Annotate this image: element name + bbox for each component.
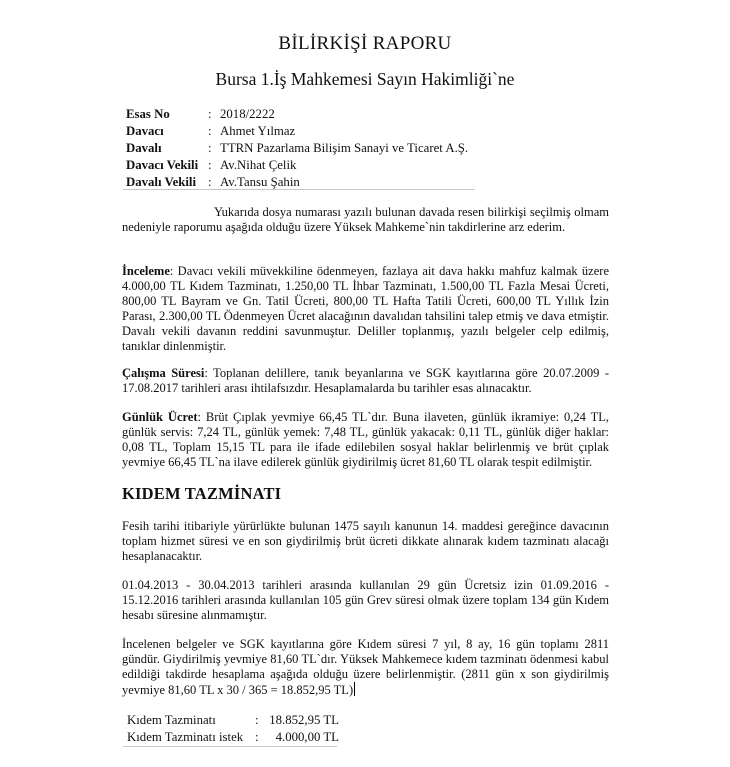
party-separator: : [208, 141, 212, 155]
kidem-paragraph-3-text: İncelenen belgeler ve SGK kayıtlarına göre Kıdem süresi 7 yıl, 8 ay, 16 gün toplamı 2811 gündür. Giydirilmiş yevmiye 81,60 TL`dır. Yüksek Mahkemece kıdem tazminatı ödenmesi kabul edildiği takdirde hesaplama aşağıda olduğu üzere belirlenmiştir. [122, 637, 609, 681]
summary-row-istek [123, 729, 339, 746]
party-row-esas-no [123, 106, 468, 123]
party-value: Av.Nihat Çelik [220, 158, 297, 172]
party-value: Av.Tansu Şahin [220, 175, 300, 189]
summary-separator: : [255, 730, 259, 744]
kidem-heading: KIDEM TAZMİNATI [122, 484, 282, 503]
summary-label: Kıdem Tazminatı [127, 713, 216, 727]
party-row-davaci [123, 123, 468, 140]
party-value: TTRN Pazarlama Bilişim Sanayi ve Ticaret A.Ş. [220, 141, 469, 155]
summary-label: Kıdem Tazminatı istek [127, 730, 244, 744]
gunluk-ucret-label: Günlük Ücret [122, 410, 198, 424]
gunluk-ucret-paragraph [122, 410, 609, 470]
party-row-davali [123, 140, 468, 157]
summary-divider [123, 746, 337, 747]
party-label: Davacı Vekili [126, 158, 199, 172]
gunluk-ucret-text: : Brüt Çıplak yevmiye 66,45 TL`dır. Buna ilaveten, günlük ikramiye: 0,24 TL, günlük servis: 7,24 TL, günlük yemek: 7,48 TL, günlük yakacak: 0,11 TL, günlük diğer haklar: 0,08 TL, Toplam 15,15 TL para ile ifade edilebilen sosyal haklar belirlenmiş ve brüt çıplak yevmiye 66,45 TL`na ilave edilerek günlük giydirilmiş ücret 81,60 TL olarak tespit edilmiştir. [122, 410, 609, 469]
inceleme-paragraph [122, 264, 609, 354]
party-value: Ahmet Yılmaz [220, 124, 296, 138]
party-separator: : [208, 124, 212, 138]
intro-text: Yukarıda dosya numarası yazılı bulunan davada resen bilirkişi seçilmiş olmam nedeniyle raporumu aşağıda olduğu üzere Yüksek Mahkeme`nin takdirlerine arz ederim. [122, 205, 609, 234]
inceleme-label: İnceleme [122, 264, 170, 278]
summary-value: 4.000,00 TL [275, 730, 339, 744]
kidem-paragraph-2: 01.04.2013 - 30.04.2013 tarihleri arasında kullanılan 29 gün Ücretsiz izin 01.09.2016 - 15.12.2016 tarihleri arasında kullanılan 105 gün Grev süresi olmak üzere toplam 134 gün Kıdem hesabı süresine alınmamıştır. [122, 578, 609, 622]
kidem-paragraph-3 [122, 637, 609, 698]
party-value: 2018/2222 [220, 107, 275, 121]
summary-value: 18.852,95 TL [269, 713, 339, 727]
summary-separator: : [255, 713, 259, 727]
calisma-suresi-label: Çalışma Süresi [122, 366, 205, 380]
party-label: Davalı [126, 141, 162, 155]
text-cursor [354, 682, 355, 696]
party-separator: : [208, 158, 212, 172]
case-parties-table [123, 106, 468, 191]
party-row-davaci-vekili [123, 157, 468, 174]
party-separator: : [208, 175, 212, 189]
kidem-paragraph-1: Fesih tarihi itibariyle yürürlükte bulunan 1475 sayılı kanunun 14. maddesi gereğince davacının toplam hizmet süresi ve en son giydirilmiş brüt ücreti dikkate alınarak kıdem tazminatı alacağı hesaplanacaktır. [122, 519, 609, 563]
kidem-summary-table [123, 712, 339, 746]
inceleme-text: : Davacı vekili müvekkiline ödenmeyen, fazlaya ait dava hakkı mahfuz kalmak üzere 4.000,00 TL Kıdem Tazminatı, 1.250,00 TL İhbar Tazminatı, 1.500,00 TL Fazla Mesai Ücreti, 800,00 TL Bayram ve Gn. Tatil Ücreti, 800,00 TL Hafta Tatili Ücreti, 600,00 TL Yıllık İzin Parası, 2.300,00 TL Ödenmeyen Ücret alacağının davalıdan tahsilini talep etmiş ve dava etmiştir. Davalı vekili davanın reddini savunmuştur. Deliller toplanmış, yazılı belgeler celp edilmiş, tanıklar dinlenmiştir. [122, 264, 609, 353]
report-title: BİLİRKİŞİ RAPORU [278, 33, 452, 54]
party-label: Esas No [126, 107, 170, 121]
party-label: Davacı [126, 124, 164, 138]
party-label: Davalı Vekili [126, 175, 197, 189]
parties-divider [123, 189, 475, 190]
calisma-suresi-text: : Toplanan delillere, tanık beyanlarına ve SGK kayıtlarına göre 20.07.2009 - 17.08.2017 tarihleri arası ihtilafsızdır. Hesaplamalarda bu tarihler esas alınacaktır. [122, 366, 609, 395]
summary-row-kidem [123, 712, 339, 729]
intro-paragraph [122, 205, 609, 235]
kidem-formula: (2811 gün x son giydirilmiş yevmiye 81,60 TL x 30 / 365 = 18.852,95 TL) [122, 667, 609, 697]
calisma-suresi-paragraph [122, 366, 609, 396]
court-addressee: Bursa 1.İş Mahkemesi Sayın Hakimliği`ne [215, 69, 515, 89]
party-separator: : [208, 107, 212, 121]
